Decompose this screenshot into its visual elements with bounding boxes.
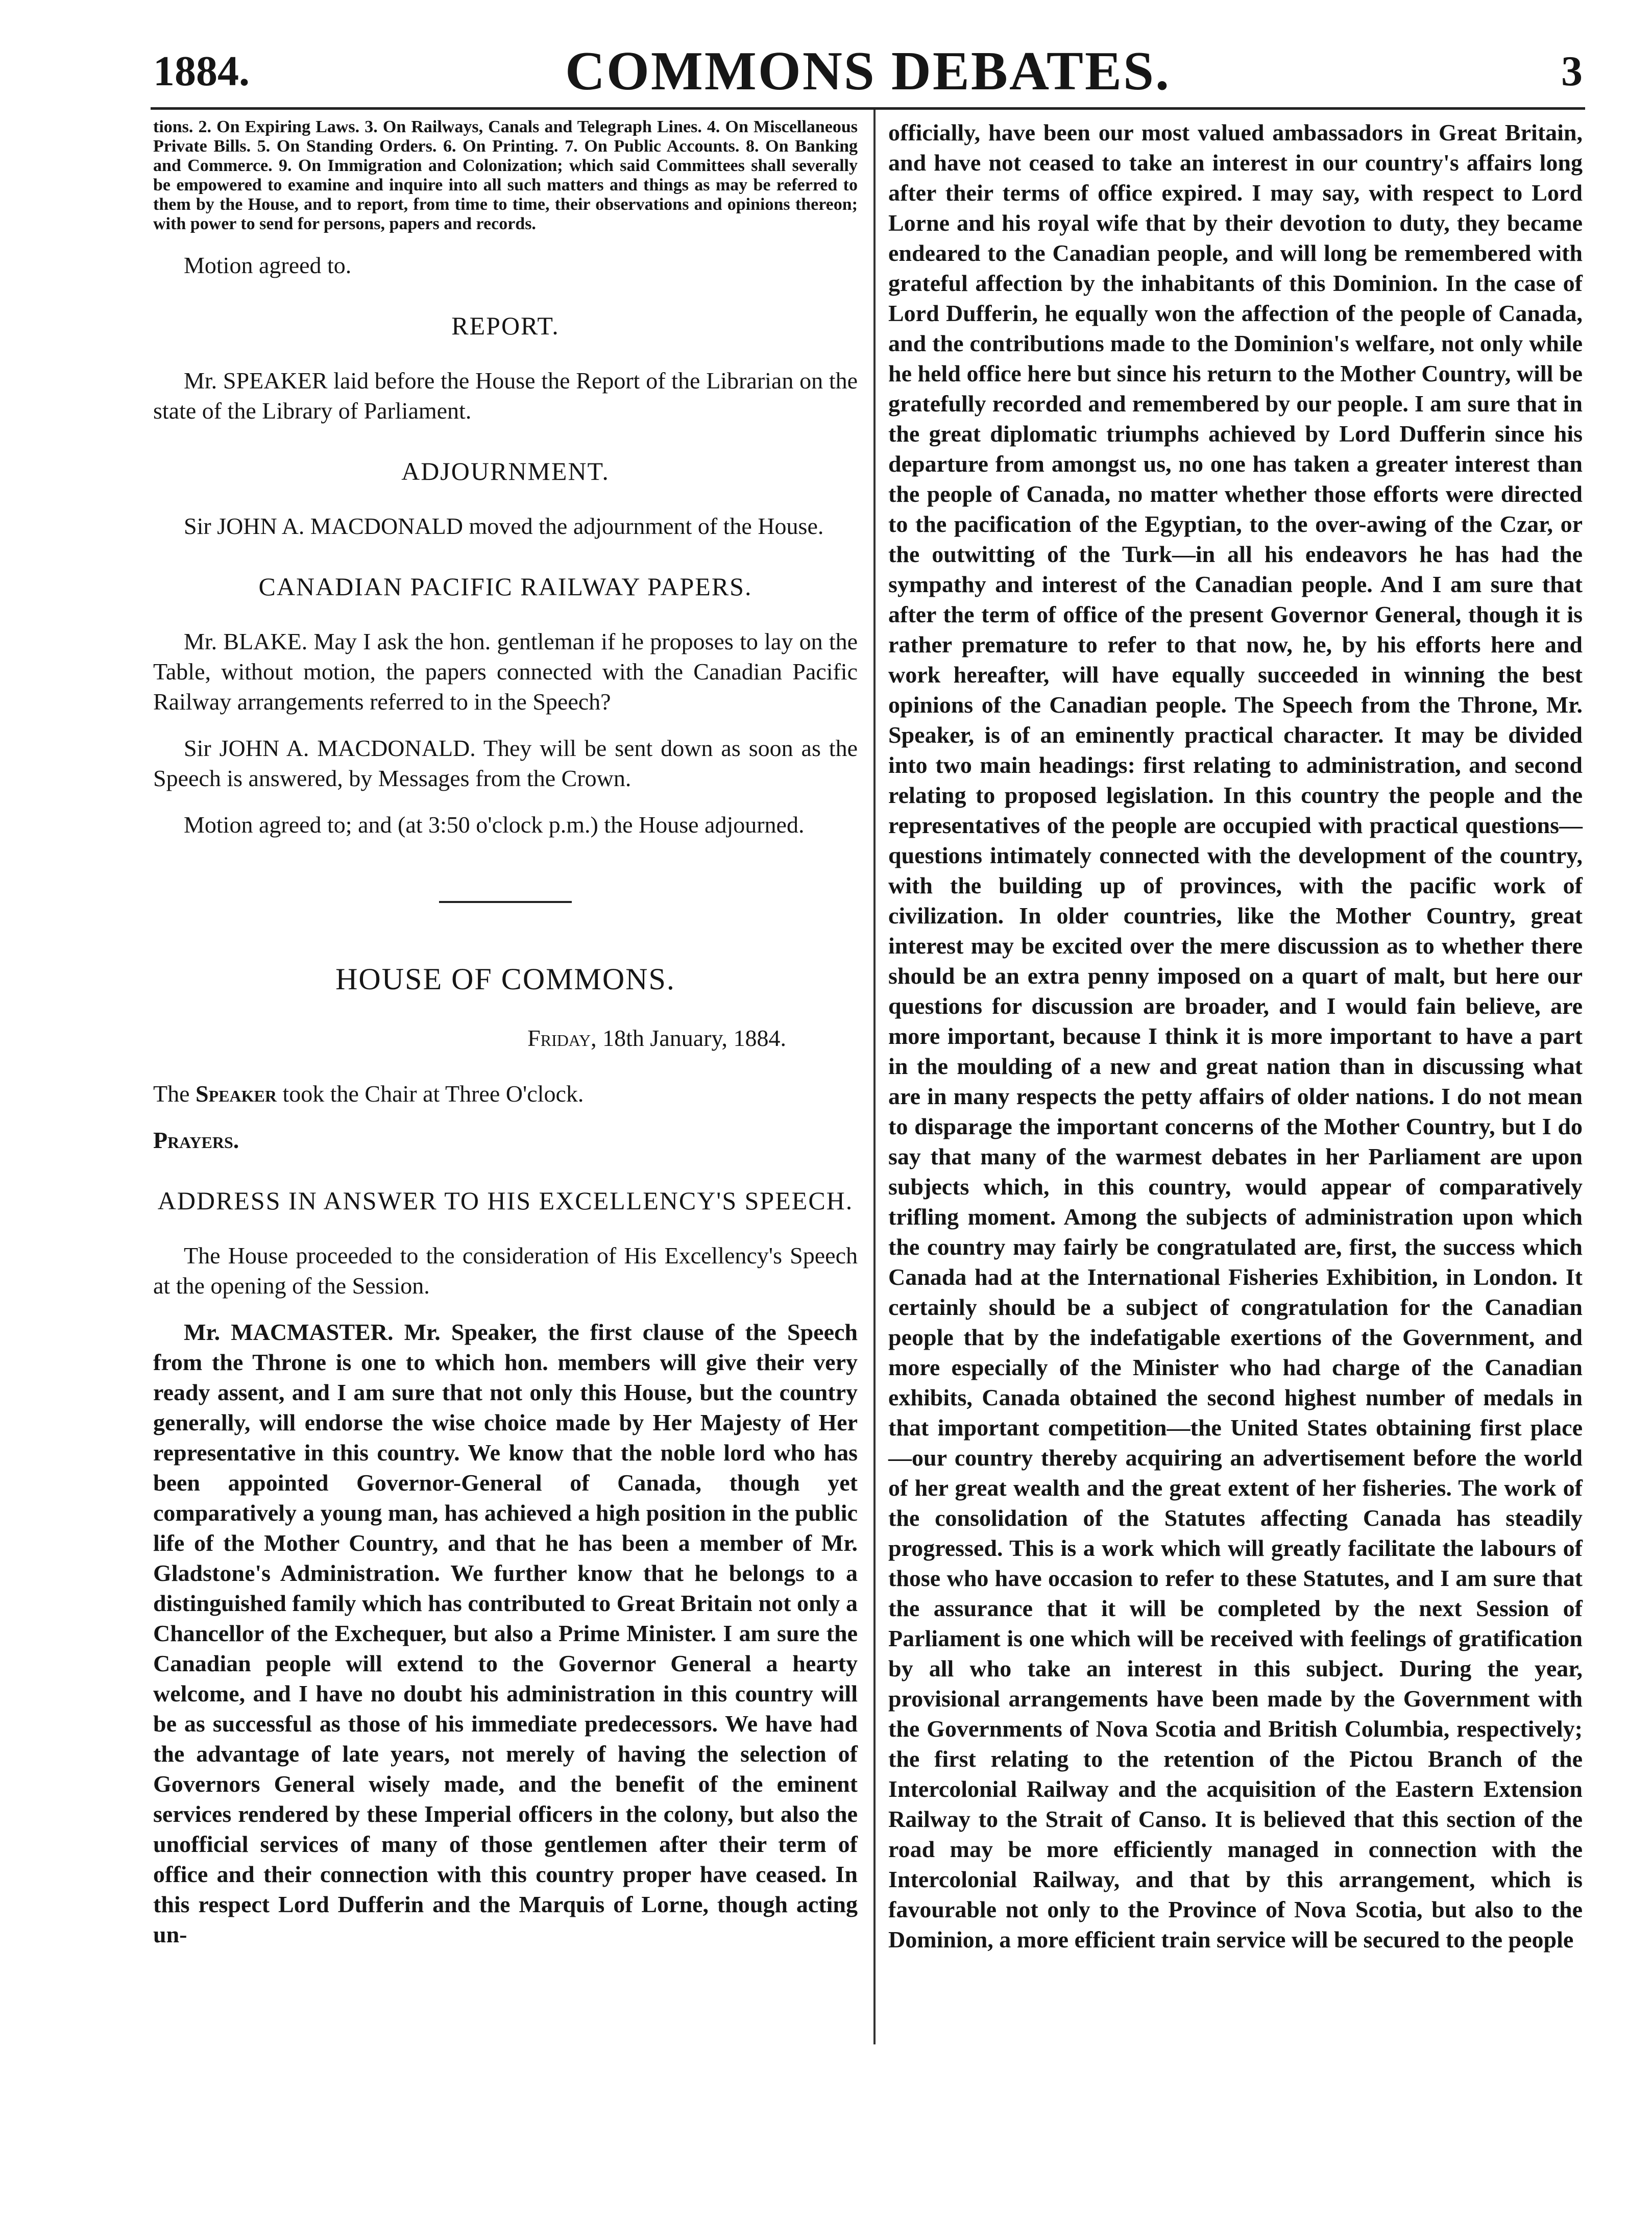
speaker-name: Sir JOHN A. MACDONALD: [184, 513, 463, 539]
house-heading: HOUSE OF COMMONS.: [335, 962, 675, 996]
right-column: [888, 117, 1583, 1955]
page-number: 3: [1561, 47, 1583, 95]
adjournment-text: moved the adjournment of the House.: [469, 513, 824, 539]
address-heading: ADDRESS IN ANSWER TO HIS EXCELLENCY'S SPEECH.: [157, 1186, 854, 1215]
left-column: [153, 117, 858, 1949]
chair-paragraph: [153, 1079, 858, 1109]
continued-speech: officially, have been our most valued ambassadors in Great Britain, and have not ceased to take an interest in our country's affairs long after their terms of office expired. I may say, with respect to Lord Lorne and his royal wife that by their devotion to duty, they became endeared to the Canadian people, and will long be remembered with grateful affection by the inhabitants of this Dominion. In the case of Lord Dufferin, he equally won the affection of the people of Canada, and the contributions made to the Dominion's welfare, not only while he held office here but since his return to the Mother Country, will be gratefully recorded and remembered by our people. I am sure that in the great diplomatic triumphs achieved by Lord Dufferin since his departure from amongst us, no one has taken a greater interest than the people of Canada, no matter whether those efforts were directed to the pacification of the Egyptian, to the over-awing of the Czar, or the outwitting of the Turk—in all his endeavors he has had the sympathy and interest of the Canadian people. And I am sure that after the term of office of the present Governor General, though it is rather premature to refer to that now, he, by his efforts here and work hereafter, will have equally succeeded in winning the best opinions of the Canadian people. The Speech from the Throne, Mr. Speaker, is of an eminently practical character. It may be divided into two main headings: first relating to administration, and second relating to proposed legislation. In this country the people and the representatives of the people are occupied with practical questions—questions intimately connected with the development of the country, with the building up of provinces, with the pacific work of civilization. In older countries, like the Mother Country, great interest may be excited over the mere discussion as to whether there should be an extra penny imposed on a quart of malt, but here our questions for discussion are broader, and I would fain believe, are more important, because I think it is more important to have a part in the moulding of a new and great nation than in discussing what are in many respects the petty affairs of older nations. I do not mean to disparage the important concerns of the Mother Country, but I do say that many of the warmest debates in her Parliament are upon subjects which, in this country, would appear of comparatively trifling moment. Among the subjects of administration upon which the country may fairly be congratulated are, first, the success which Canada had at the International Fisheries Exhibition, in London. It certainly should be a subject of congratulation for the Canadian people that by the indefatigable exertions of the Government, and more especially of the Minister who had charge of the Canadian exhibits, Canada obtained the second highest number of medals in that important competition—the United States obtaining first place—our country thereby acquiring an advertisement before the world of her great wealth and the great extent of her fisheries. The work of the consolidation of the Statutes affecting Canada has steadily progressed. This is a work which will greatly facilitate the labours of those who have occasion to refer to these Statutes, and I am sure that the assurance that it will be completed by the next Session of Parliament is one which will be received with feelings of gratification by all who take an interest in this subject. During the year, provisional arrangements have been made by the Government with the Governments of Nova Scotia and British Columbia, respectively; the first relating to the retention of the Pictou Branch of the Intercolonial Railway and the acquisition of the Eastern Extension Railway to the Strait of Canso. It is believed that this section of the road may be more efficiently managed in connection with the Intercolonial Railway, and that by this arrangement, which is favourable not only to the Province of Nova Scotia, but also to the Dominion, a more efficient train service will be secured to the people: [888, 119, 1583, 1953]
speaker-name: Mr. MACMASTER.: [184, 1319, 394, 1345]
adjournment-paragraph: [153, 511, 858, 541]
date-rest: 18th January, 1884.: [602, 1025, 786, 1051]
chair-speaker: Speaker: [196, 1081, 277, 1107]
adjournment-heading: ADJOURNMENT.: [401, 457, 610, 485]
speaker-name: Mr. BLAKE.: [184, 628, 308, 654]
column-divider: [873, 110, 876, 2044]
report-text: laid before the House the Report of the Librarian on the state of the Library of Parliament.: [153, 368, 858, 424]
speaker-name: Mr. SPEAKER: [184, 368, 328, 394]
header-title: COMMONS DEBATES.: [565, 41, 1171, 102]
macmaster-text: Mr. Speaker, the first clause of the Speech from the Throne is one to which hon. members will give their very ready assent, and I am sure that not only this House, but the country generally, will endorse the wise choice made by Her Majesty of Her representative in this country. We know that the noble lord who has been appointed Governor-General of Canada, though yet comparatively a young man, has achieved a high position in the public life of the Mother Country, and that he has been a member of Mr. Gladstone's Administration. We further know that he belongs to a distinguished family which has contributed to Great Britain not only a Chancellor of the Exchequer, but also a Prime Minister. I am sure the Canadian people will extend to the Governor General a hearty welcome, and I have no doubt his administration in this country will be as successful as those of his immediate predecessors. We have had the advantage of late years, not merely of having the selection of Governors General wisely made, and the benefit of the eminent services rendered by these Imperial officers in the colony, but also the unofficial services of many of those gentlemen after their term of office and their connection with this country proper have ceased. In this respect Lord Dufferin and the Marquis of Lorne, though acting un-: [153, 1319, 858, 1947]
speaker-name: Sir JOHN A. MACDONALD.: [184, 735, 476, 761]
committees-paragraph: tions. 2. On Expiring Laws. 3. On Railways, Canals and Telegraph Lines. 4. On Miscellaneous Private Bills. 5. On Standing Orders. 6. On Printing. 7. On Public Accounts. 8. On Banking and Commerce. 9. On Immigration and Colonization; which said Committees shall severally be empowered to examine and inquire into all such matters and things as may be referred to them by the House, and to report, from time to time, their observations and opinions thereon; with power to send for persons, papers and records.: [153, 117, 858, 233]
section-divider: [439, 901, 572, 903]
blake-paragraph: [153, 626, 858, 717]
report-heading: REPORT.: [451, 311, 560, 340]
report-paragraph: [153, 365, 858, 426]
cpr-heading: CANADIAN PACIFIC RAILWAY PAPERS.: [258, 572, 752, 601]
blake-text: May I ask the hon. gentleman if he proposes to lay on the Table, without motion, the papers connected with the Canadian Pacific Railway arrangements referred to in the Speech?: [153, 628, 858, 715]
chair-post: took the Chair at Three O'clock.: [282, 1081, 584, 1107]
macdonald-paragraph: [153, 733, 858, 793]
macdonald-text: They will be sent down as soon as the Speech is answered, by Messages from the Crown.: [153, 735, 858, 791]
motion-adjourned: Motion agreed to; and (at 3:50 o'clock p.m.) the House adjourned.: [184, 812, 805, 838]
session-date: [153, 1023, 858, 1053]
proceeded-paragraph: The House proceeded to the consideration of His Excellency's Speech at the opening of the Session.: [153, 1242, 858, 1299]
chair-pre: The: [153, 1081, 190, 1107]
motion-agreed: Motion agreed to.: [184, 252, 352, 278]
header-rule: [151, 107, 1585, 110]
page-header: [153, 28, 1583, 115]
prayers: Prayers.: [153, 1127, 239, 1153]
date-day: Friday,: [527, 1025, 597, 1051]
header-year: 1884.: [153, 47, 250, 95]
macmaster-paragraph: [153, 1317, 858, 1949]
